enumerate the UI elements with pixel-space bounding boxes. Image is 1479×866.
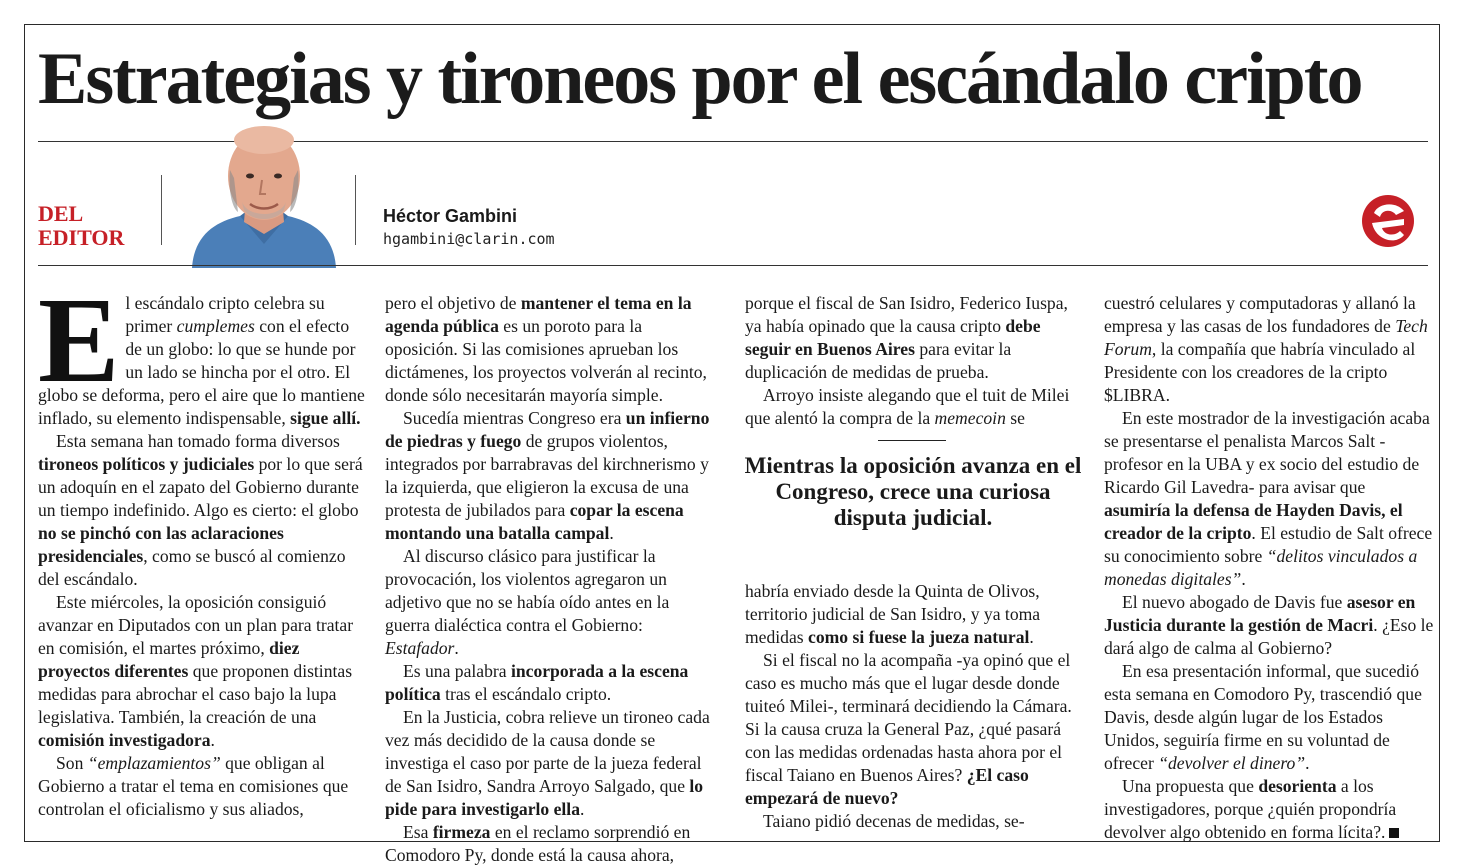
paragraph: Son “emplazamientos” que obligan al Gobierno a tratar el tema en comisiones que controlan el oficialismo y sus aliados, xyxy=(38,753,349,819)
end-mark xyxy=(1389,828,1399,838)
section-label-line1: DEL xyxy=(38,201,84,226)
section-label-line2: EDITOR xyxy=(38,225,125,250)
paragraph: Arroyo insiste alegando que el tuit de Milei que alentó la compra de la memecoin se xyxy=(745,385,1070,428)
text-column-4 xyxy=(1104,292,1434,844)
byline-divider-right xyxy=(355,175,356,245)
paragraph: porque el fiscal de San Isidro, Federico Iuspa, ya había opinado que la causa cripto debe seguir en Buenos Aires para evitar la duplicación de medidas de prueba. xyxy=(745,293,1068,382)
byline-divider-left xyxy=(161,175,162,245)
paragraph: En esa presentación informal, que sucedió esta semana en Comodoro Py, trascendió que Davis, desde algún lugar de los Estados Unidos, seguiría firme en su voluntad de ofrecer “devolver el dinero”. xyxy=(1104,661,1422,773)
paragraph: cuestró celulares y computadoras y allanó la empresa y las casas de los fundadores de Tech Forum, la compañía que habría vinculado al Presidente con los creadores de la cripto $LIBRA. xyxy=(1104,293,1428,405)
paragraph: Sucedía mientras Congreso era un infierno de piedras y fuego de grupos violentos, integrados por barrabravas del kirchnerismo y la izquierda, que eligieron la excusa de una protesta de jubilados para copar la escena montando una batalla campal. xyxy=(385,408,710,543)
author-portrait xyxy=(184,118,344,268)
pull-quote-rule xyxy=(878,440,946,441)
paragraph: habría enviado desde la Quinta de Olivos, territorio judicial de San Isidro, y ya toma medidas como si fuese la jueza natural. xyxy=(745,581,1041,647)
text-column-1 xyxy=(38,273,368,821)
paragraph: Es una palabra incorporada a la escena política tras el escándalo cripto. xyxy=(385,661,689,704)
headline: Estrategias y tironeos por el escándalo cripto xyxy=(38,38,1362,120)
paragraph: El escándalo cripto celebra su primer cumplemes con el efecto de un globo: lo que se hunde por un lado se hincha por el otro. El globo se deforma, pero el aire que lo mantiene inflado, su elemento indispensable, sigue allí. xyxy=(38,273,365,428)
author-email[interactable]: hgambini@clarin.com xyxy=(383,230,555,248)
paragraph: pero el objetivo de mantener el tema en la agenda pública es un poroto para la oposición. Si las comisiones aprueban los dictámenes, los proyectos volverán al recinto, donde sólo necesitarán mayoría simple. xyxy=(385,293,707,405)
text-column-3-bottom xyxy=(745,580,1075,833)
byline-bottom-divider xyxy=(38,265,1428,266)
paragraph: Esta semana han tomado forma diversos tironeos políticos y judiciales por lo que será un adoquín en el zapato del Gobierno durante un tiempo indefinido. Algo es cierto: el globo no se pinchó con las aclaraciones presidenciales, como se buscó al comienzo del escándalo. xyxy=(38,431,363,589)
author-name: Héctor Gambini xyxy=(383,206,518,226)
paragraph: Este miércoles, la oposición consiguió avanzar en Diputados con un plan para tratar en comisión, el martes próximo, diez proyectos diferentes que proponen distintas medidas para abrochar el caso bajo la lupa legislativa. También, la creación de una comisión investigadora. xyxy=(38,592,354,750)
paragraph: Al discurso clásico para justificar la provocación, los violentos agregaron un adjetivo que no se había oído antes en la guerra dialéctica contra el Gobierno: Estafador. xyxy=(385,546,670,658)
pull-quote: Mientras la oposición avanza en el Congreso, crece una curiosa disputa judicial. xyxy=(744,453,1082,530)
text-column-3-top xyxy=(745,292,1075,430)
clarin-logo-icon xyxy=(1360,193,1416,249)
paragraph: En este mostrador de la investigación acaba se presentarse el penalista Marcos Salt -profesor en la UBA y ex socio del estudio de Ricardo Gil Lavedra- para avisar que asumiría la defensa de Hayden Davis, el creador de la cripto. El estudio de Salt ofrece su conocimiento sobre “delitos vinculados a monedas digitales”. xyxy=(1104,408,1433,589)
text-column-2 xyxy=(385,292,715,866)
paragraph: Taiano pidió decenas de medidas, se- xyxy=(763,811,1025,831)
paragraph: Una propuesta que desorienta a los investigadores, porque ¿quién propondría devolver algo obtenido en forma lícita?. xyxy=(1104,775,1434,844)
paragraph: Esa firmeza en el reclamo sorprendió en Comodoro Py, donde está la causa ahora, xyxy=(385,822,691,865)
paragraph: El nuevo abogado de Davis fue asesor en Justicia durante la gestión de Macri. ¿Eso le dará algo de calma al Gobierno? xyxy=(1104,592,1434,658)
paragraph: Si el fiscal no la acompaña -ya opinó que el caso es mucho más que el lugar desde donde tuiteó Milei-, terminará decidiendo la Cámara. Si la causa cruza la General Paz, ¿qué pasará con las medidas ordenadas hasta ahora por el fiscal Taiano en Buenos Aires? ¿El caso empezará de nuevo? xyxy=(745,650,1072,808)
paragraph: En la Justicia, cobra relieve un tironeo cada vez más decidido de la causa donde se investiga el caso por parte de la jueza federal de San Isidro, Sandra Arroyo Salgado, que lo pide para investigarlo ella. xyxy=(385,707,710,819)
drop-cap: E xyxy=(38,273,120,408)
section-label xyxy=(38,202,124,250)
